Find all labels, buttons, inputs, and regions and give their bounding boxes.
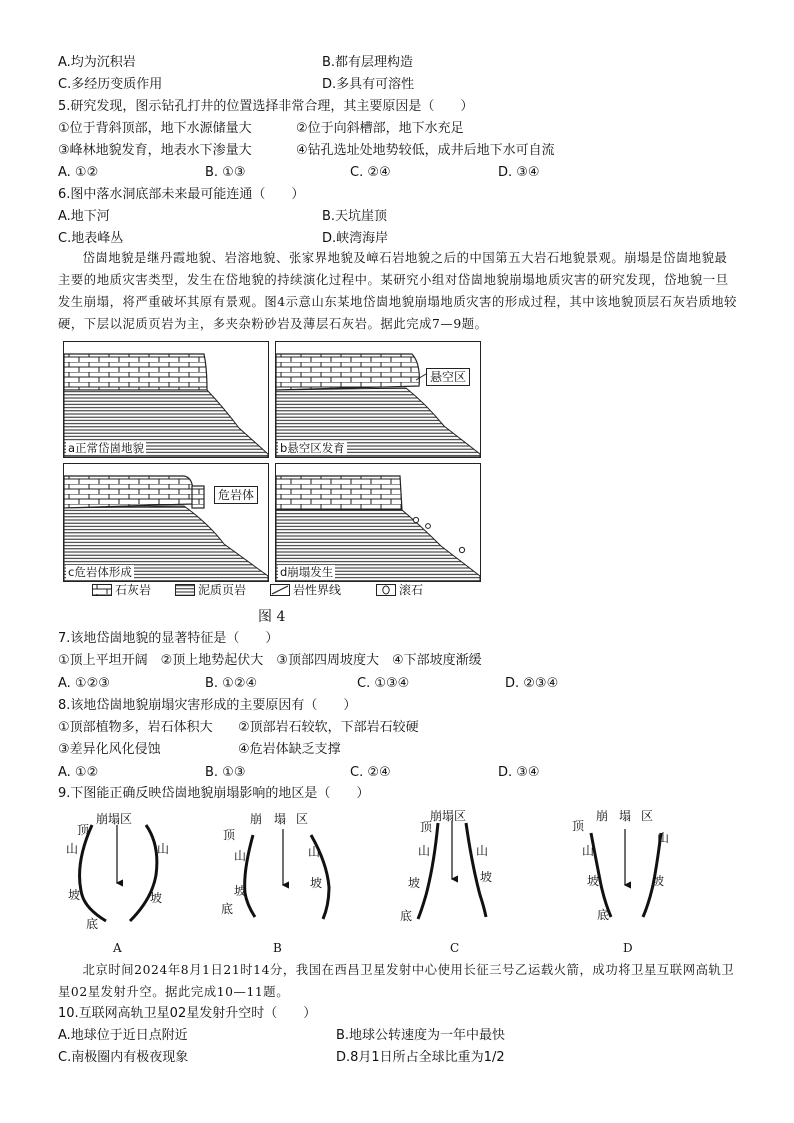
q9c-label-bottom: 底	[400, 909, 413, 923]
q9b-label-top: 顶	[223, 828, 236, 842]
q10-stem: 10.互联网高轨卫星02星发射升空时（ ）	[58, 1006, 317, 1021]
q9a-label-bottom: 底	[86, 917, 99, 931]
q8-statement-3: ③差异化风化侵蚀	[58, 742, 161, 757]
q9d-label-beng: 崩	[596, 809, 609, 823]
figure-panel-b	[275, 341, 481, 458]
legend-limestone: 石灰岩	[115, 583, 152, 597]
legend-rolling-stone: 滚石	[399, 583, 424, 597]
q5-statement-4: ④钻孔选址处地势较低，成井后地下水可自流	[296, 143, 555, 158]
q9c-label-mountain-right: 山	[476, 844, 489, 858]
panel-a-label: a正常岱崮地貌	[68, 441, 145, 455]
q9d-label-slope-left: 坡	[587, 874, 600, 888]
q5-option-a: A. ①②	[58, 165, 99, 180]
q8-option-d: D. ③④	[498, 765, 540, 780]
figure-panel-a	[63, 341, 269, 458]
panel-b-label: b悬空区发育	[280, 441, 345, 455]
q8-option-b: B. ①③	[205, 765, 246, 780]
q9c-label-top: 顶	[420, 820, 433, 834]
q5-stem: 5.研究发现，图示钻孔打井的位置选择非常合理，其主要原因是（ ）	[58, 99, 474, 114]
q9d-label-mountain-left: 山	[582, 844, 595, 858]
callout-overhang-zone: 悬空区	[426, 368, 470, 386]
q7-option-c: C. ①③④	[357, 676, 410, 691]
q5-statement-2: ②位于向斜槽部，地下水充足	[296, 121, 464, 136]
q7-option-a: A. ①②③	[58, 676, 110, 691]
q7-stem: 7.该地岱崮地貌的显著特征是（ ）	[58, 631, 279, 646]
q9-option-d[interactable]: D	[623, 941, 633, 955]
q7-statements: ①顶上平坦开阔 ②顶上地势起伏大 ③顶部四周坡度大 ④下部坡度渐缓	[58, 653, 482, 668]
q9d-label-top: 顶	[572, 819, 585, 833]
q9a-label-top: 顶	[77, 823, 90, 837]
q9b-label-mountain-left: 山	[234, 849, 247, 863]
q9d-label-qu: 区	[641, 809, 654, 823]
q9c-label-slope-left: 坡	[408, 876, 421, 890]
q10-option-d: D.8月1日所占全球比重为1/2	[336, 1050, 505, 1065]
q8-statement-1: ①顶部植物多，岩石体积大	[58, 720, 213, 735]
q8-option-c: C. ②④	[350, 765, 391, 780]
q4-option-d: D.多具有可溶性	[322, 77, 415, 92]
legend-shale: 泥质页岩	[198, 583, 247, 597]
q8-statement-4: ④危岩体缺乏支撑	[238, 742, 341, 757]
q9a-label-slope-left: 坡	[68, 888, 81, 902]
q5-statement-1: ①位于背斜顶部，地下水源储量大	[58, 121, 252, 136]
q9a-label-mountain-right: 山	[157, 842, 170, 856]
q9a-label-slope-right: 坡	[150, 891, 163, 905]
figure-title: 图 4	[258, 609, 286, 625]
q6-option-c: C.地表峰丛	[58, 231, 124, 246]
q10-option-c: C.南极圈内有极夜现象	[58, 1050, 189, 1065]
legend-boundary: 岩性界线	[293, 583, 342, 597]
q9d-label-mountain-right: 山	[657, 831, 670, 845]
panel-d-label: d崩塌发生	[280, 565, 334, 579]
q7-option-d: D. ②③④	[505, 676, 559, 691]
q6-option-a: A.地下河	[58, 209, 110, 224]
q8-option-a: A. ①②	[58, 765, 99, 780]
q9c-label-slope-right: 坡	[480, 870, 493, 884]
q9b-label-bottom: 底	[221, 902, 234, 916]
q9-option-b[interactable]: B	[273, 941, 282, 955]
q6-option-b: B.天坑崖顶	[322, 209, 388, 224]
q9-option-a[interactable]: A	[113, 941, 122, 955]
callout-dangerous-rock: 危岩体	[214, 486, 258, 504]
legend-boundary-swatch	[270, 584, 290, 596]
q5-option-b: B. ①③	[205, 165, 246, 180]
q9b-label-ta: 塌	[274, 812, 287, 826]
q9c-label-collapse-zone: 崩塌区	[430, 809, 467, 823]
q9b-label-qu: 区	[296, 812, 309, 826]
panel-b-drawing	[276, 342, 480, 457]
q9d-label-bottom: 底	[597, 908, 610, 922]
figure-panel-c	[63, 463, 269, 582]
q8-statement-2: ②顶部岩石较软，下部岩石较硬	[238, 720, 419, 735]
q4-option-b: B.都有层理构造	[322, 55, 414, 70]
q4-option-c: C.多经历变质作用	[58, 77, 163, 92]
q9c-label-mountain-left: 山	[418, 844, 431, 858]
legend-limestone-swatch	[92, 584, 112, 596]
q9a-label-mountain-left: 山	[66, 842, 79, 856]
legend-shale-swatch	[175, 584, 195, 596]
q10-option-b: B.地球公转速度为一年中最快	[336, 1028, 506, 1043]
q5-option-c: C. ②④	[350, 165, 391, 180]
panel-a-drawing	[64, 342, 268, 457]
panel-c-drawing	[64, 464, 268, 581]
q7-option-b: B. ①②④	[205, 676, 258, 691]
q5-statement-3: ③峰林地貌发育，地表水下渗量大	[58, 143, 252, 158]
q4-option-a: A.均为沉积岩	[58, 55, 136, 70]
q9b-label-mountain-right: 山	[308, 845, 321, 859]
q9a-label-collapse-zone: 崩塌区	[96, 812, 133, 826]
q9b-label-slope-left: 坡	[234, 884, 247, 898]
q9b-label-slope-right: 坡	[310, 876, 323, 890]
passage-satellite-launch: 北京时间2024年8月1日21时14分，我国在西昌卫星发射中心使用长征三号乙运载火箭，成功将卫星互联网高轨卫星02星发射升空。据此完成10—11题。	[58, 963, 735, 999]
q9d-label-slope-right: 坡	[652, 874, 665, 888]
panel-c-label: c危岩体形成	[68, 565, 132, 579]
legend-rolling-stone-swatch	[376, 584, 396, 596]
panel-d-drawing	[276, 464, 480, 581]
q8-stem: 8.该地岱崮地貌崩塌灾害形成的主要原因有（ ）	[58, 698, 357, 713]
q6-stem: 6.图中落水洞底部未来最可能连通（ ）	[58, 187, 305, 202]
figure-panel-d	[275, 463, 481, 582]
q9-stem: 9.下图能正确反映岱崮地貌崩塌影响的地区是（ ）	[58, 786, 370, 801]
q6-option-d: D.峡湾海岸	[322, 231, 389, 246]
q5-option-d: D. ③④	[498, 165, 540, 180]
q9d-label-ta: 塌	[619, 809, 632, 823]
passage-dagu-landform: 岱崮地貌是继丹霞地貌、岩溶地貌、张家界地貌及嶂石岩地貌之后的中国第五大岩石地貌景观。崩塌是岱崮地貌最主要的地质灾害类型，发生在岱地貌的持续演化过程中。某研究小组对岱崮地貌崩塌地质灾害的研究发现，岱地貌一旦发生崩塌，将严重破坏其原有景观。图4示意山东某地岱崮地貌崩塌地质灾害的形成过程，其中该地貌顶层石灰岩质地较硬，下层以泥质页岩为主，多夹杂粉砂岩及薄层石灰岩。据此完成7—9题。	[58, 251, 738, 331]
q9b-label-beng: 崩	[250, 812, 263, 826]
q9-option-c[interactable]: C	[450, 941, 460, 955]
q10-option-a: A.地球位于近日点附近	[58, 1028, 188, 1043]
